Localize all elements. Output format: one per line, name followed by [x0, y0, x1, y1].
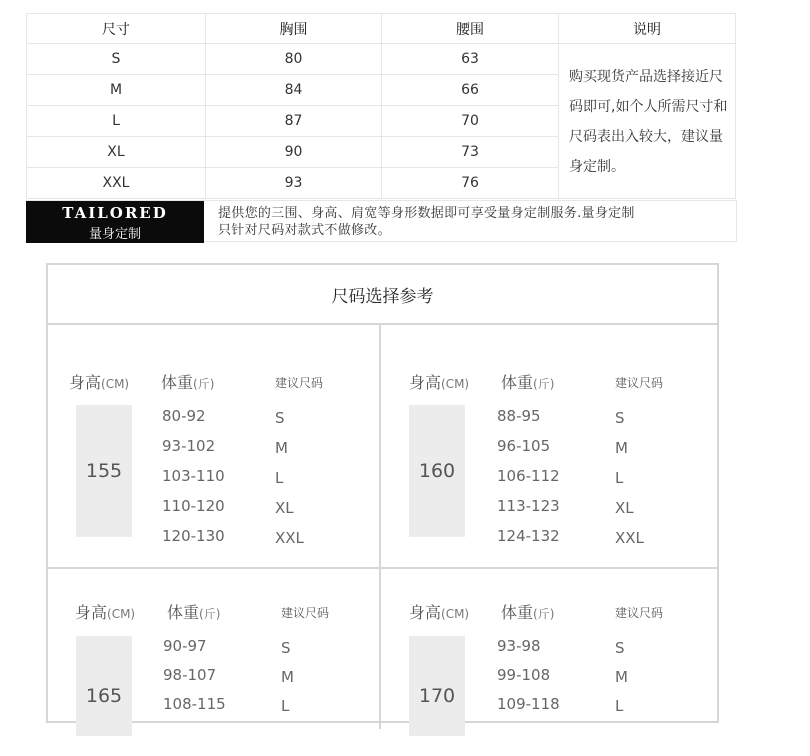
- size-list: [615, 634, 628, 721]
- suggested-size: M: [615, 668, 628, 686]
- suggested-size: S: [275, 409, 285, 427]
- suggested-size: L: [281, 697, 290, 715]
- waist-cell: 76: [382, 168, 559, 199]
- size-table-header: [27, 14, 736, 44]
- weight-range: 96-105: [497, 437, 551, 455]
- height-label: 身高(CM): [69, 373, 130, 392]
- weight-range: 120-130: [162, 527, 225, 545]
- chest-cell: 84: [206, 75, 382, 106]
- weight-range: 93-102: [162, 437, 216, 455]
- chest-cell: 80: [206, 44, 382, 75]
- size-cell: L: [27, 106, 206, 137]
- size-list: [615, 403, 644, 553]
- suggested-size-label: 建议尺码: [615, 376, 664, 390]
- weight-list: [162, 401, 225, 551]
- tailored-banner: [26, 200, 737, 242]
- height-value: 165: [76, 636, 132, 736]
- height-value: 160: [409, 405, 465, 537]
- note-cell: [559, 44, 736, 199]
- header-note: 说明: [559, 14, 736, 44]
- suggested-size: S: [615, 639, 625, 657]
- height-value: 155: [76, 405, 132, 537]
- waist-cell: 70: [382, 106, 559, 137]
- header-waist: 腰围: [382, 14, 559, 44]
- reference-block-165: [48, 569, 381, 729]
- suggested-size: S: [615, 409, 625, 427]
- weight-label: 体重(斤): [161, 373, 215, 392]
- weight-label: 体重(斤): [501, 373, 555, 392]
- size-cell: XXL: [27, 168, 206, 199]
- tailored-logo: [26, 201, 204, 243]
- header-chest: 胸围: [206, 14, 382, 44]
- weight-range: 124-132: [497, 527, 560, 545]
- size-reference-panel: [46, 263, 719, 723]
- suggested-size-label: 建议尺码: [275, 376, 324, 390]
- tailored-line-2: 只针对尺码对款式不做修改。: [218, 223, 391, 238]
- suggested-size: S: [281, 639, 291, 657]
- suggested-size: L: [615, 469, 624, 487]
- weight-list: [163, 632, 226, 719]
- weight-range: 106-112: [497, 467, 560, 485]
- waist-cell: 63: [382, 44, 559, 75]
- tailored-description: [218, 205, 718, 239]
- reference-block-170: [381, 569, 717, 729]
- size-cell: S: [27, 44, 206, 75]
- suggested-size: XXL: [615, 529, 644, 547]
- weight-range: 108-115: [163, 695, 226, 713]
- size-note: 购买现货产品选择接近尺码即可,如个人所需尺寸和尺码表出入较大，建议量身定制。: [569, 69, 728, 175]
- size-table: [26, 13, 736, 199]
- suggested-size-label: 建议尺码: [615, 606, 664, 620]
- chest-cell: 87: [206, 106, 382, 137]
- suggested-size: M: [281, 668, 294, 686]
- size-list: [281, 634, 294, 721]
- reference-block-160: [381, 325, 717, 569]
- size-list: [275, 403, 304, 553]
- suggested-size: L: [615, 697, 624, 715]
- weight-range: 80-92: [162, 407, 206, 425]
- size-cell: XL: [27, 137, 206, 168]
- height-label: 身高(CM): [409, 603, 470, 622]
- header-size: 尺寸: [27, 14, 206, 44]
- weight-list: [497, 401, 560, 551]
- reference-block-155: [48, 325, 381, 569]
- table-row: [27, 44, 736, 75]
- height-label: 身高(CM): [409, 373, 470, 392]
- waist-cell: 66: [382, 75, 559, 106]
- reference-title: 尺码选择参考: [48, 265, 717, 325]
- suggested-size: M: [275, 439, 288, 457]
- weight-range: 103-110: [162, 467, 225, 485]
- tailored-line-1: 提供您的三围、身高、肩宽等身形数据即可享受量身定制服务.量身定制: [218, 206, 635, 221]
- suggested-size: XL: [615, 499, 634, 517]
- tailored-logo-en: TAILORED: [62, 204, 168, 222]
- weight-range: 109-118: [497, 695, 560, 713]
- chest-cell: 93: [206, 168, 382, 199]
- weight-range: 93-98: [497, 637, 541, 655]
- weight-range: 88-95: [497, 407, 541, 425]
- chest-cell: 90: [206, 137, 382, 168]
- size-cell: M: [27, 75, 206, 106]
- weight-label: 体重(斤): [167, 603, 221, 622]
- suggested-size: XXL: [275, 529, 304, 547]
- weight-range: 110-120: [162, 497, 225, 515]
- tailored-logo-zh: 量身定制: [88, 227, 141, 242]
- height-label: 身高(CM): [75, 603, 136, 622]
- suggested-size-label: 建议尺码: [281, 606, 330, 620]
- suggested-size: M: [615, 439, 628, 457]
- weight-range: 99-108: [497, 666, 551, 684]
- weight-range: 98-107: [163, 666, 217, 684]
- weight-range: 90-97: [163, 637, 207, 655]
- waist-cell: 73: [382, 137, 559, 168]
- weight-label: 体重(斤): [501, 603, 555, 622]
- weight-range: 113-123: [497, 497, 560, 515]
- suggested-size: L: [275, 469, 284, 487]
- suggested-size: XL: [275, 499, 294, 517]
- weight-list: [497, 632, 560, 719]
- height-value: 170: [409, 636, 465, 736]
